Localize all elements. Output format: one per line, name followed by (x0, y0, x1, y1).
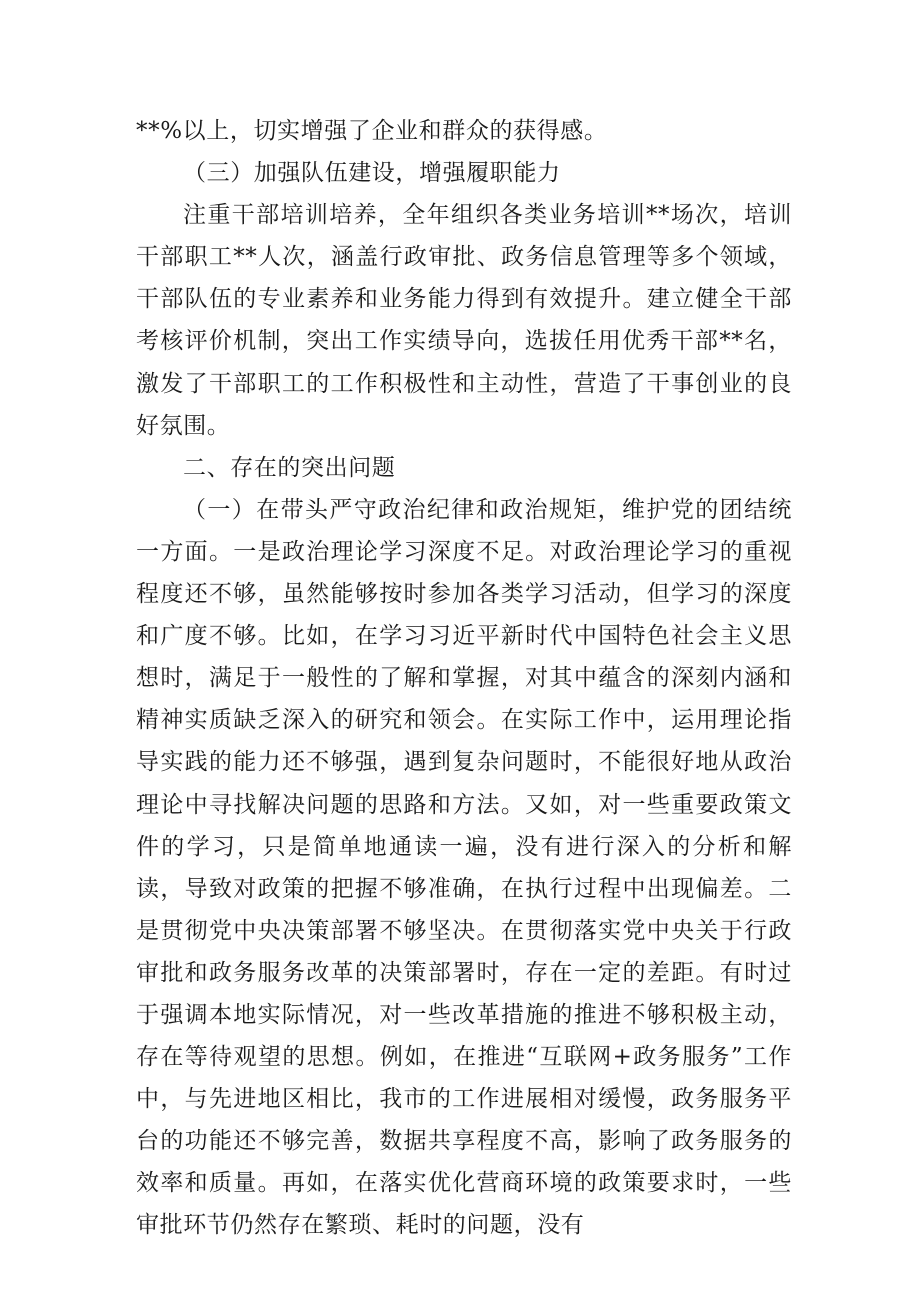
document-body (136, 110, 792, 1247)
body-paragraph-political-discipline: （一）在带头严守政治纪律和政治规矩，维护党的团结统一方面。一是政治理论学习深度不足。对政治理论学习的重视程度还不够，虽然能够按时参加各类学习活动，但学习的深度和广度不够。比如，在学习习近平新时代中国特色社会主义思想时，满足于一般性的了解和掌握，对其中蕴含的深刻内涵和精神实质缺乏深入的研究和领会。在实际工作中，运用理论指导实践的能力还不够强，遇到复杂问题时，不能很好地从政治理论中寻找解决问题的思路和方法。又如，对一些重要政策文件的学习，只是简单地通读一遍，没有进行深入的分析和解读，导致对政策的把握不够准确，在执行过程中出现偏差。二是贯彻党中央决策部署不够坚决。在贯彻落实党中央关于行政审批和政务服务改革的决策部署时，存在一定的差距。有时过于强调本地实际情况，对一些改革措施的推进不够积极主动，存在等待观望的思想。例如，在推进“互联网+政务服务”工作中，与先进地区相比，我市的工作进展相对缓慢，政务服务平台的功能还不够完善，数据共享程度不高，影响了政务服务的效率和质量。再如，在落实优化营商环境的政策要求时，一些审批环节仍然存在繁琐、耗时的问题，没有 (136, 496, 792, 1239)
continued-paragraph: **%以上，切实增强了企业和群众的获得感。 (136, 118, 608, 144)
chapter-heading-problems: 二、存在的突出问题 (183, 454, 396, 481)
section-heading-team-building: （三）加强队伍建设，增强履职能力 (183, 160, 561, 187)
body-paragraph-training: 注重干部培训培养，全年组织各类业务培训**场次，培训干部职工**人次，涵盖行政审批、政务信息管理等多个领域，干部队伍的专业素养和业务能力得到有效提升。建立健全干部考核评价机制，突出工作实绩导向，选拔任用优秀干部**名，激发了干部职工的工作积极性和主动性，营造了干事创业的良好氛围。 (136, 202, 792, 439)
